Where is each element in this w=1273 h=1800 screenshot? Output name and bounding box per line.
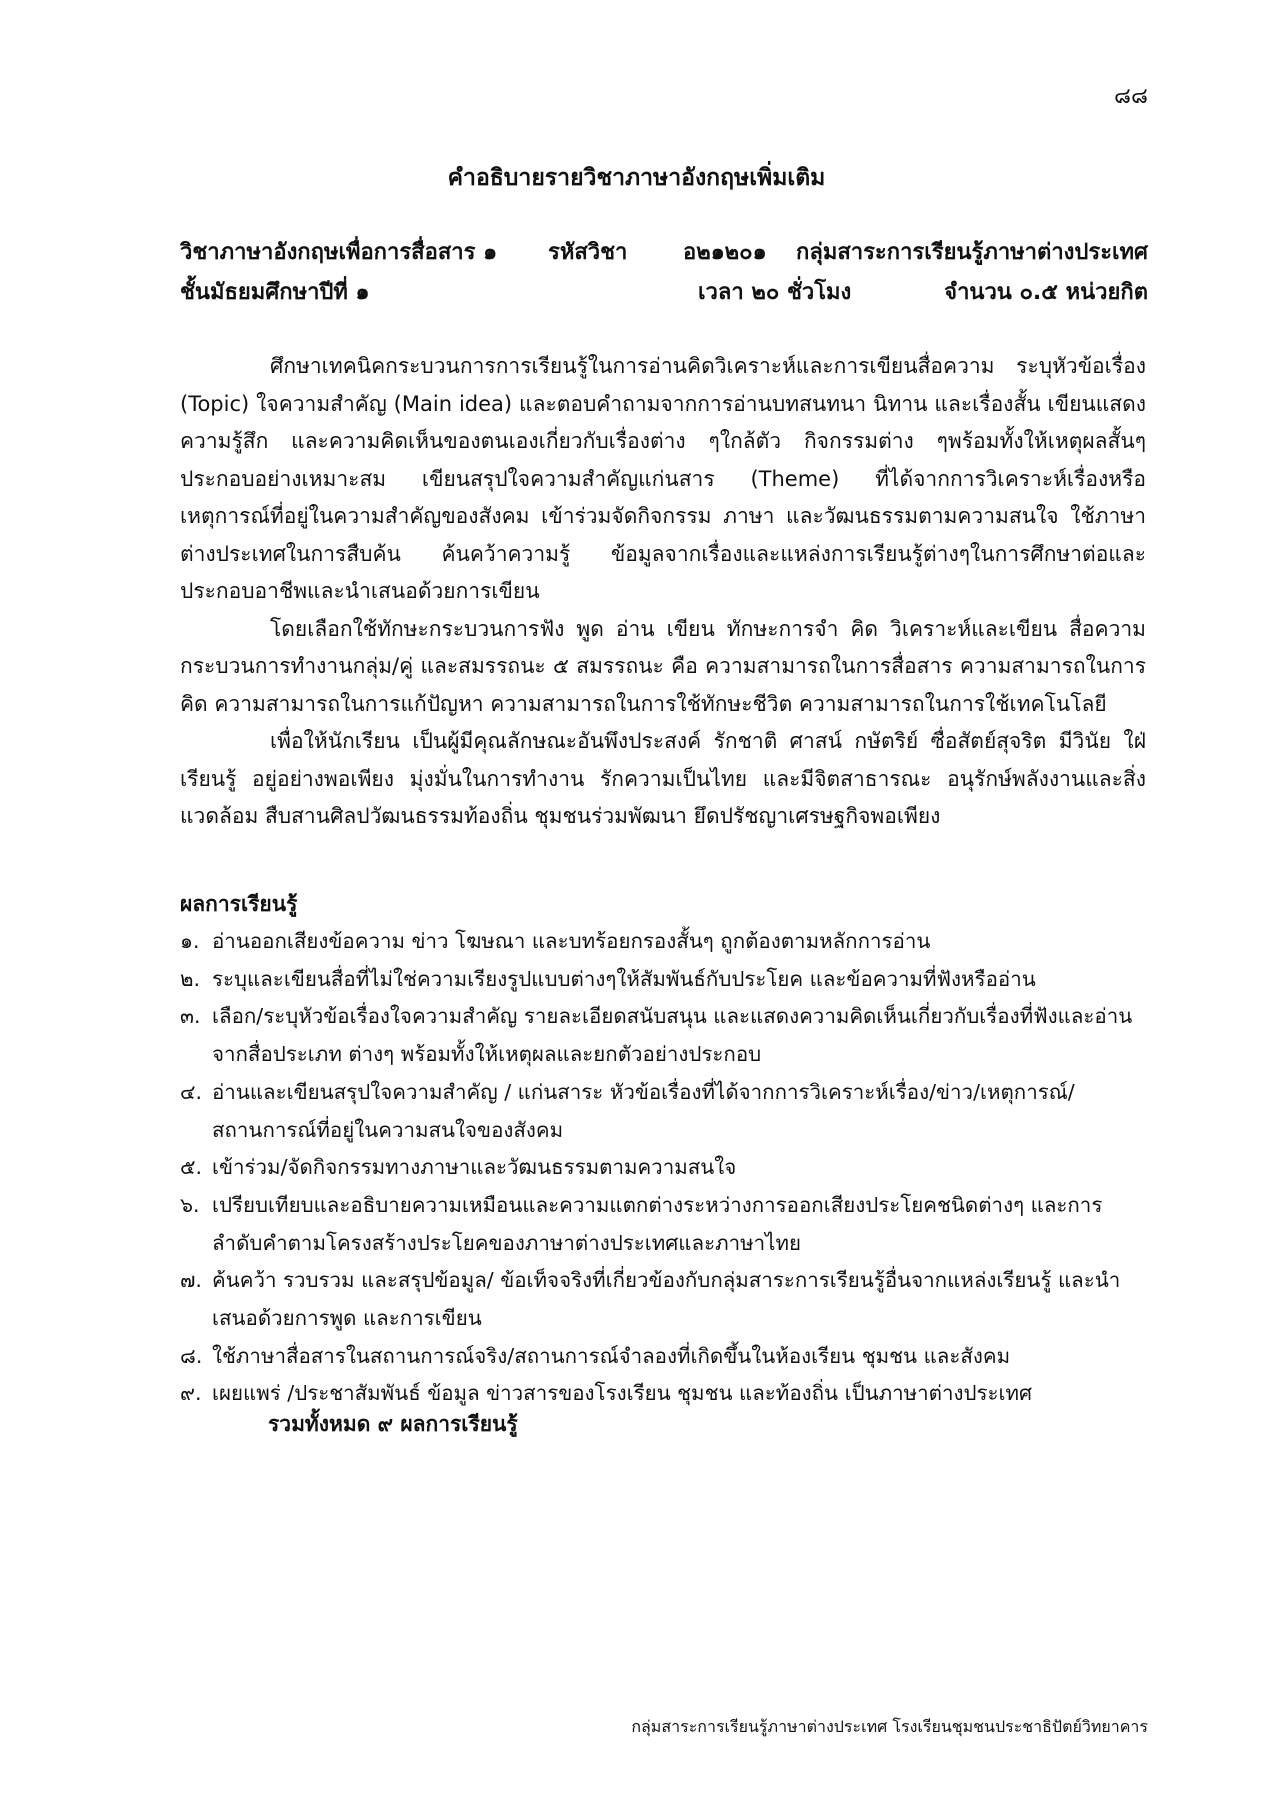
item-text: ค้นคว้า รวบรวม และสรุปข้อมูล/ ข้อเท็จจริงที่เกี่ยวข้องกับกลุ่มสาระการเรียนรู้อื่นจากแหล่งเรียนรู้ และนำเสนอด้วยการพูด และการเขียน [212, 1268, 1121, 1331]
item-number: ๖. [180, 1192, 200, 1217]
list-item [180, 1338, 1140, 1376]
list-item [180, 1074, 1140, 1149]
item-text: อ่านออกเสียงข้อความ ข่าว โฆษณา และบทร้อยกรองสั้นๆ ถูกต้องตามหลักการอ่าน [212, 929, 931, 953]
item-number: ๓. [180, 1004, 201, 1029]
item-text: เลือก/ระบุหัวข้อเรื่องใจความสำคัญ รายละเอียดสนับสนุน และแสดงความคิดเห็นเกี่ยวกับเรื่องที่ฟังและอ่านจากสื่อประเภท ต่างๆ พร้อมทั้งให้เหตุผลและยกตัวอย่างประกอบ [212, 1004, 1133, 1067]
description-paragraph: ศึกษาเทคนิคกระบวนการการเรียนรู้ในการอ่านคิดวิเคราะห์และการเขียนสื่อความ ระบุหัวข้อเรื่อง (Topic) ใจความสำคัญ (Main idea) และตอบคำถามจากการอ่านบทสนทนา นิทาน และเรื่องสั้น เขียนแสดงความรู้สึก และความคิดเห็นของตนเองเกี่ยวกับเรื่องต่าง ๆใกล้ตัว กิจกรรมต่าง ๆพร้อมทั้งให้เหตุผลสั้นๆ ประกอบอย่างเหมาะสม เขียนสรุปใจความสำคัญแก่นสาร (Theme) ที่ได้จากการวิเคราะห์เรื่องหรือเหตุการณ์ที่อยู่ในความสำคัญของสังคม เข้าร่วมจัดกิจกรรม ภาษา และวัฒนธรรมตามความสนใจ ใช้ภาษาต่างประเทศในการสืบค้น ค้นคว้าความรู้ ข้อมูลจากเรื่องและแหล่งการเรียนรู้ต่างๆในการศึกษาต่อและประกอบอาชีพและนำเสนอด้วยการเขียน [180, 354, 1146, 603]
item-number: ๕. [180, 1155, 203, 1180]
page-number: ๘๘ [1114, 84, 1148, 109]
learning-area-group: กลุ่มสาระการเรียนรู้ภาษาต่างประเทศ [796, 240, 1148, 265]
description-paragraph: เพื่อให้นักเรียน เป็นผู้มีคุณลักษณะอันพึงประสงค์ รักชาติ ศาสน์ กษัตริย์ ซื่อสัตย์สุจริต มีวินัย ใฝ่เรียนรู้ อยู่อย่างพอเพียง มุ่งมั่นในการทำงาน รักความเป็นไทย และมีจิตสาธารณะ อนุรักษ์พลังงานและสิ่งแวดล้อม สืบสานศิลปวัฒนธรรมท้องถิ่น ชุมชนร่วมพัฒนา ยึดปรัชญาเศรษฐกิจพอเพียง [180, 729, 1146, 828]
credit-units: จำนวน ๐.๕ หน่วยกิต [944, 280, 1148, 305]
study-hours: เวลา ๒๐ ชั่วโมง [698, 280, 852, 305]
item-number: ๗. [180, 1268, 202, 1293]
page-title: คำอธิบายรายวิชาภาษาอังกฤษเพิ่มเติม [447, 165, 826, 191]
item-number: ๔. [180, 1079, 203, 1104]
item-text: เปรียบเทียบและอธิบายความเหมือนและความแตกต่างระหว่างการออกเสียงประโยคชนิดต่างๆ และการลำดับคำตามโครงสร้างประโยคของภาษาต่างประเทศและภาษาไทย [212, 1192, 1103, 1255]
outcomes-list [180, 923, 1140, 1413]
course-description [180, 348, 1146, 836]
subject-code-value: อ๒๑๒๐๑ [683, 240, 767, 265]
subject-name: วิชาภาษาอังกฤษเพื่อการสื่อสาร ๑ [180, 240, 498, 265]
item-number: ๑. [180, 929, 200, 953]
subject-code-label: รหัสวิชา [548, 240, 628, 265]
item-text: อ่านและเขียนสรุปใจความสำคัญ / แก่นสาระ หัวข้อเรื่องที่ได้จากการวิเคราะห์เรื่อง/ข่าว/เหตุการณ์/สถานการณ์ที่อยู่ในความสนใจของสังคม [212, 1079, 1075, 1142]
list-item [180, 1262, 1140, 1337]
item-text: ใช้ภาษาสื่อสารในสถานการณ์จริง/สถานการณ์จำลองที่เกิดขึ้นในห้องเรียน ชุมชน และสังคม [212, 1343, 1011, 1368]
list-item [180, 1187, 1140, 1262]
page-footer: กลุ่มสาระการเรียนรู้ภาษาต่างประเทศ โรงเรียนชุมชนประชาธิปัตย์วิทยาคาร [631, 1717, 1148, 1736]
item-number: ๙. [180, 1381, 202, 1406]
item-text: เผยแพร่ /ประชาสัมพันธ์ ข้อมูล ข่าวสารของโรงเรียน ชุมชน และท้องถิ่น เป็นภาษาต่างประเทศ [212, 1381, 1033, 1406]
grade-level: ชั้นมัธยมศึกษาปีที่ ๑ [180, 280, 370, 305]
list-item [180, 961, 1140, 999]
outcomes-heading: ผลการเรียนรู้ [180, 892, 298, 916]
item-number: ๘. [180, 1343, 203, 1368]
item-number: ๒. [180, 966, 201, 991]
list-item [180, 1149, 1140, 1187]
item-text: เข้าร่วม/จัดกิจกรรมทางภาษาและวัฒนธรรมตามความสนใจ [212, 1155, 737, 1180]
list-item [180, 998, 1140, 1073]
item-text: ระบุและเขียนสื่อที่ไม่ใช่ความเรียงรูปแบบต่างๆให้สัมพันธ์กับประโยค และข้อความที่ฟังหรืออ่าน [212, 966, 1036, 991]
list-item [180, 923, 1140, 961]
description-paragraph: โดยเลือกใช้ทักษะกระบวนการฟัง พูด อ่าน เขียน ทักษะการจำ คิด วิเคราะห์และเขียน สื่อความ กระบวนการทำงานกลุ่ม/คู่ และสมรรถนะ ๕ สมรรถนะ คือ ความสามารถในการสื่อสาร ความสามารถในการคิด ความสามารถในการแก้ปัญหา ความสามารถในการใช้ทักษะชีวิต ความสามารถในการใช้เทคโนโลยี [180, 616, 1146, 716]
outcomes-total: รวมทั้งหมด ๙ ผลการเรียนรู้ [268, 1412, 518, 1436]
